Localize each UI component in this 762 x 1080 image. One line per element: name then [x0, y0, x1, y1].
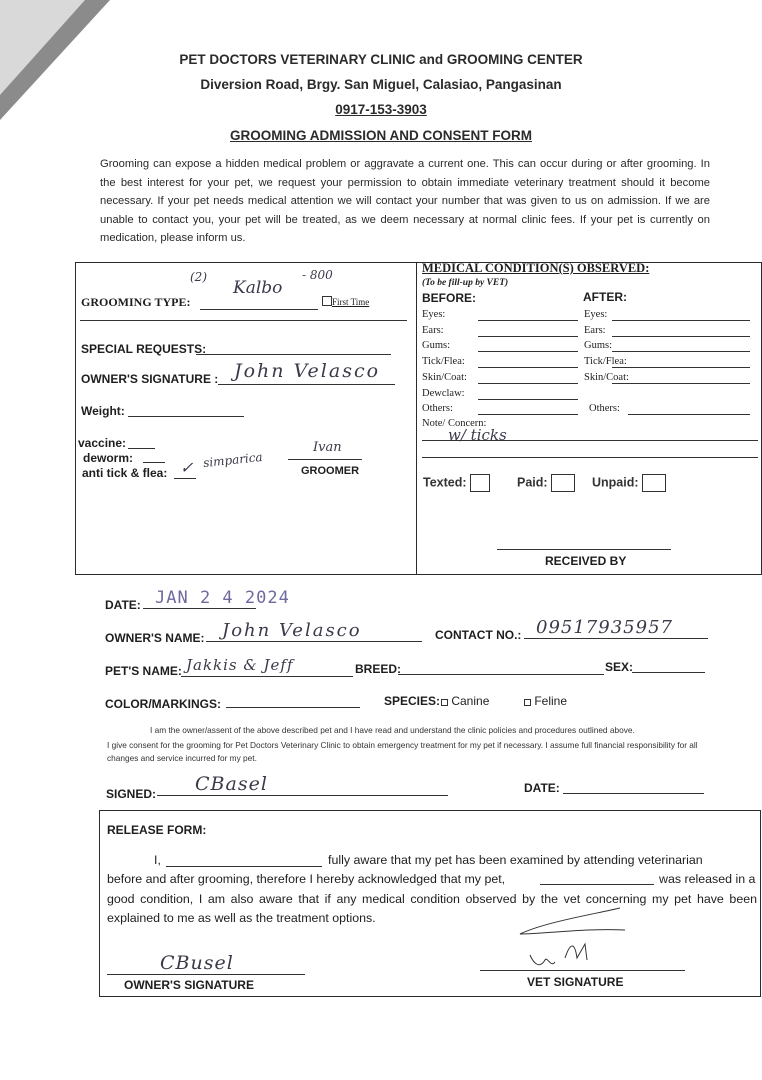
- consent-date-label: DATE:: [524, 781, 560, 795]
- note-line-2: [422, 457, 758, 458]
- release-line-2a: before and after grooming, therefore I hereby acknowledged that my pet,: [107, 872, 506, 886]
- received-by-label: RECEIVED BY: [545, 554, 627, 568]
- after-label: AFTER:: [583, 290, 627, 304]
- before-field-label: Ears:: [422, 324, 444, 336]
- grooming-type-value[interactable]: Kalbo: [233, 278, 283, 298]
- before-field-line[interactable]: [478, 336, 578, 337]
- release-line-3: good condition, I am also aware that if any medical condition observed by the vet concerning my pet have been explained to me as well as the treatment options.: [107, 892, 757, 925]
- canine-checkbox[interactable]: [441, 699, 448, 706]
- form-title: GROOMING ADMISSION AND CONSENT FORM: [230, 128, 532, 143]
- color-markings-label: COLOR/MARKINGS:: [105, 697, 221, 711]
- pet-name-value[interactable]: Jakkis & Jeff: [186, 656, 294, 674]
- clinic-name: PET DOCTORS VETERINARY CLINIC and GROOMING CENTER: [179, 52, 583, 67]
- after-field-label: Others:: [589, 403, 620, 415]
- before-field-label: Gums:: [422, 340, 451, 352]
- feline-checkbox[interactable]: [524, 699, 531, 706]
- release-pet-line[interactable]: [540, 884, 654, 885]
- first-time-checkbox[interactable]: [322, 296, 332, 306]
- species-feline: Feline: [534, 694, 568, 708]
- consent-text: I give consent for the grooming for Pet Doctors Veterinary Clinic to obtain emergency treatment for my pet if necessary. I assume full financial responsibility for all changes and service incurred for my pet.: [107, 740, 698, 763]
- before-field-line[interactable]: [478, 351, 578, 352]
- groomer-name: Ivan: [313, 440, 342, 455]
- vaccine-line[interactable]: [128, 448, 155, 449]
- groomer-label: GROOMER: [301, 465, 360, 477]
- after-field-line[interactable]: [612, 336, 750, 337]
- before-field-line[interactable]: [478, 383, 578, 384]
- vet-signature-scribble: [505, 900, 635, 980]
- after-field-line[interactable]: [612, 320, 750, 321]
- release-i: I,: [154, 853, 161, 867]
- paid-checkbox[interactable]: [551, 474, 575, 492]
- after-field-line[interactable]: [612, 351, 750, 352]
- pet-name-line: [181, 676, 353, 677]
- owner-name-label: OWNER'S NAME:: [105, 631, 205, 645]
- before-label: BEFORE:: [422, 291, 476, 305]
- first-time-label: First Time: [332, 297, 370, 307]
- owner-signature-line: [218, 384, 395, 385]
- after-field-line[interactable]: [612, 367, 750, 368]
- before-field-line[interactable]: [478, 320, 578, 321]
- deworm-label: deworm:: [83, 451, 134, 465]
- release-line-1: fully aware that my pet has been examined by attending veterinarian: [328, 853, 703, 867]
- before-field-label: Others:: [422, 403, 453, 415]
- medical-condition-subtitle: (To be fill-up by VET): [422, 278, 509, 288]
- contact-value[interactable]: 09517935957: [536, 617, 673, 638]
- sex-line[interactable]: [632, 672, 705, 673]
- owner-name-line: [206, 641, 422, 642]
- after-field-label: Tick/Flea:: [584, 356, 627, 368]
- signed-label: SIGNED:: [106, 787, 157, 801]
- intro-paragraph: Grooming can expose a hidden medical problem or aggravate a current one. This can occur during or after grooming. In the best interest for your pet, we request your permission to obtain immediate veterinary treatment should it become necessary. If your pet needs medical attention we will contact your number that was given to us on admission. If we are unable to contact you, your pet will be treated, as we deem necessary at normal clinic fees. If your pet is currently on medication, please inform us.: [100, 158, 710, 244]
- grooming-type-price: - 800: [302, 268, 333, 282]
- grooming-type-label: GROOMING TYPE:: [81, 295, 191, 309]
- note-label: Note/ Concern:: [422, 418, 487, 429]
- after-field-label: Ears:: [584, 324, 606, 336]
- before-field-line[interactable]: [478, 414, 578, 415]
- before-field-label: Eyes:: [422, 309, 446, 320]
- date-label: DATE:: [105, 598, 141, 612]
- owner-signature-caption: OWNER'S SIGNATURE: [124, 978, 254, 992]
- anti-tick-value: simparica: [202, 449, 264, 471]
- after-field-label: Eyes:: [584, 309, 608, 320]
- anti-tick-label: anti tick & flea:: [82, 466, 168, 480]
- consent-date-line[interactable]: [563, 793, 704, 794]
- paid-label: Paid:: [517, 475, 548, 490]
- release-name-line[interactable]: [166, 866, 322, 867]
- after-field-label: Gums:: [584, 340, 613, 352]
- after-field-line[interactable]: [612, 383, 750, 384]
- before-field-label: Tick/Flea:: [422, 356, 465, 368]
- clinic-phone: 0917-153-3903: [335, 102, 427, 117]
- grooming-type-count: (2): [190, 270, 207, 284]
- anti-tick-check[interactable]: ✓: [180, 458, 194, 477]
- anti-tick-line: [174, 478, 196, 479]
- note-line-1: [422, 440, 758, 441]
- clinic-address: Diversion Road, Brgy. San Miguel, Calasiao, Pangasinan: [200, 77, 562, 92]
- pet-name-label: PET'S NAME:: [105, 664, 182, 678]
- owner-release-signature[interactable]: CBusel: [160, 952, 234, 974]
- after-field-line[interactable]: [628, 414, 750, 415]
- contact-line: [524, 638, 708, 639]
- special-requests-label: SPECIAL REQUESTS:: [81, 342, 207, 356]
- received-by-line[interactable]: [497, 549, 671, 550]
- release-line-2b: was released in a: [659, 872, 756, 886]
- after-field-label: Skin/Coat:: [584, 371, 629, 383]
- owner-name-value[interactable]: John Velasco: [222, 620, 362, 641]
- signed-line: [157, 795, 448, 796]
- texted-label: Texted:: [423, 475, 467, 490]
- vet-signature-line: [480, 970, 685, 971]
- date-line: [143, 608, 256, 609]
- before-field-label: Skin/Coat:: [422, 371, 467, 383]
- release-form-title: RELEASE FORM:: [107, 823, 207, 837]
- before-field-line[interactable]: [478, 367, 578, 368]
- species-label: SPECIES:: [384, 694, 441, 708]
- grooming-type-line-2: [80, 320, 407, 321]
- vaccine-label: vaccine:: [78, 436, 127, 450]
- owner-release-sig-line: [107, 974, 305, 975]
- weight-label: Weight:: [81, 404, 125, 418]
- sex-label: SEX:: [605, 660, 634, 674]
- vet-signature-caption: VET SIGNATURE: [527, 975, 624, 989]
- breed-label: BREED:: [355, 662, 402, 676]
- note-value[interactable]: w/ ticks: [448, 426, 507, 444]
- signed-value[interactable]: CBasel: [195, 773, 268, 795]
- grooming-type-line: [200, 309, 318, 310]
- before-field-line[interactable]: [478, 399, 578, 400]
- contact-label: CONTACT NO.:: [435, 628, 522, 642]
- before-field-label: Dewclaw:: [422, 387, 465, 399]
- consent-line-1: I am the owner/assent of the above described pet and I have read and understand the clinic policies and procedures outlined above.: [150, 725, 635, 735]
- special-requests-line[interactable]: [196, 354, 391, 355]
- weight-line[interactable]: [128, 416, 244, 417]
- species-canine: Canine: [451, 694, 490, 708]
- medical-condition-title: MEDICAL CONDITION(S) OBSERVED:: [422, 261, 650, 275]
- date-stamp[interactable]: JAN 2 4 2024: [155, 588, 290, 608]
- texted-checkbox[interactable]: [470, 474, 490, 492]
- deworm-line[interactable]: [143, 462, 165, 463]
- unpaid-checkbox[interactable]: [642, 474, 666, 492]
- color-markings-line[interactable]: [226, 707, 360, 708]
- admission-box-divider: [416, 262, 417, 575]
- groomer-line: [288, 459, 362, 460]
- owner-signature-label: OWNER'S SIGNATURE :: [81, 372, 219, 386]
- breed-line[interactable]: [398, 674, 604, 675]
- owner-signature-value[interactable]: John Velasco: [234, 360, 381, 382]
- unpaid-label: Unpaid:: [592, 475, 639, 490]
